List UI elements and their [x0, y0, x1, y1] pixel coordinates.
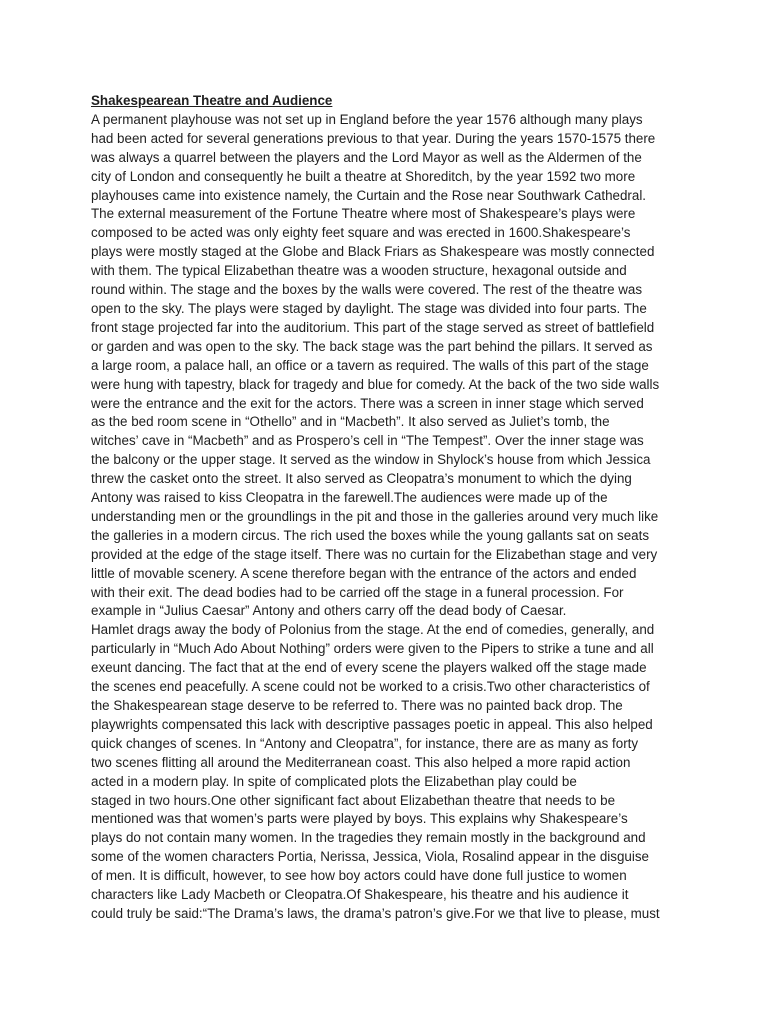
text-line: were the entrance and the exit for the actors. There was a screen in inner stage which served [91, 395, 644, 411]
text-line: exeunt dancing. The fact that at the end of every scene the players walked off the stage made [91, 660, 647, 676]
text-line: threw the casket onto the street. It also served as Cleopatra’s monument to which the dying [91, 471, 632, 487]
text-line: understanding men or the groundlings in the pit and those in the galleries around very much like [91, 508, 659, 524]
text-line: the Shakespearean stage deserve to be referred to. There was no painted back drop. The [91, 698, 623, 713]
document-text [91, 111, 687, 924]
text-line: plays were mostly staged at the Globe and Black Friars as Shakespeare was mostly connected [91, 244, 655, 260]
text-line: witches’ cave in “Macbeth” and as Prospero’s cell in “The Tempest”. Over the inner stage was [91, 433, 644, 449]
text-line: Antony was raised to kiss Cleopatra in the farewell.The audiences were made up of the [91, 490, 608, 506]
text-line: front stage projected far into the auditorium. This part of the stage served as street of battlefield [91, 319, 655, 335]
text-line: round within. The stage and the boxes by the walls were covered. The rest of the theatre was [91, 282, 643, 298]
document-title: Shakespearean Theatre and Audience [91, 93, 333, 108]
text-line: two scenes flitting all around the Mediterranean coast. This also helped a more rapid action [91, 754, 631, 770]
text-line: particularly in “Much Ado About Nothing” orders were given to the Pipers to strike a tune and all [91, 641, 654, 657]
text-line: quick changes of scenes. In “Antony and Cleopatra”, for instance, there are as many as forty [91, 735, 639, 751]
text-line: of men. It is difficult, however, to see how boy actors could have done full justice to women [91, 868, 627, 884]
text-line: playhouses came into existence namely, the Curtain and the Rose near Southwark Cathedral. [91, 187, 647, 203]
text-line: mentioned was that women’s parts were played by boys. This explains why Shakespeare’s [91, 811, 628, 827]
text-line: characters like Lady Macbeth or Cleopatra.Of Shakespeare, his theatre and his audience it [91, 887, 629, 903]
text-line: open to the sky. The plays were staged by daylight. The stage was divided into four parts. The [91, 300, 647, 316]
text-line: playwrights compensated this lack with descriptive passages poetic in appeal. This also helped [91, 716, 653, 732]
text-line: plays do not contain many women. In the tragedies they remain mostly in the background and [91, 830, 646, 846]
text-line: a large room, a palace hall, an office or a tavern as required. The walls of this part of the stage [91, 357, 649, 373]
document-body [91, 92, 687, 924]
text-line: Hamlet drags away the body of Polonius from the stage. At the end of comedies, generally, and [91, 622, 655, 638]
text-line: as the bed room scene in “Othello” and in “Macbeth”. It also served as Juliet’s tomb, the [91, 414, 610, 430]
text-line: the scenes end peacefully. A scene could not be worked to a crisis.Two other characteristics of [91, 679, 650, 695]
text-line: provided at the edge of the stage itself. There was no curtain for the Elizabethan stage and very [91, 546, 658, 562]
text-line: was always a quarrel between the players and the Lord Mayor as well as the Aldermen of the [91, 149, 642, 165]
text-line: example in “Julius Caesar” Antony and others carry off the dead body of Caesar. [91, 603, 567, 619]
text-line: could truly be said:“The Drama’s laws, the drama’s patron’s give.For we that live to please, must [91, 905, 660, 921]
text-line: some of the women characters Portia, Nerissa, Jessica, Viola, Rosalind appear in the disguise [91, 849, 649, 865]
text-line: The external measurement of the Fortune Theatre where most of Shakespeare’s plays were [91, 206, 636, 222]
text-line: the galleries in a modern circus. The rich used the boxes while the young gallants sat on seats [91, 527, 650, 543]
text-line: the balcony or the upper stage. It served as the window in Shylock’s house from which Jessica [91, 452, 651, 468]
text-line: had been acted for several generations previous to that year. During the years 1570-1575 there [91, 130, 656, 146]
text-line: or garden and was open to the sky. The back stage was the part behind the pillars. It served as [91, 338, 653, 354]
text-line: with their exit. The dead bodies had to be carried off the stage in a funeral procession. For [91, 584, 624, 600]
text-line: city of London and consequently he built a theatre at Shoreditch, by the year 1592 two more [91, 168, 636, 184]
text-line: were hung with tapestry, black for tragedy and blue for comedy. At the back of the two side walls [91, 376, 660, 392]
text-line: composed to be acted was only eighty feet square and was erected in 1600.Shakespeare’s [91, 225, 631, 241]
text-line: with them. The typical Elizabethan theatre was a wooden structure, hexagonal outside and [91, 263, 627, 279]
text-line: acted in a modern play. In spite of complicated plots the Elizabethan play could be [91, 773, 577, 789]
text-line: little of movable scenery. A scene therefore began with the entrance of the actors and ended [91, 565, 637, 581]
text-line: staged in two hours.One other significant fact about Elizabethan theatre that needs to be [91, 792, 616, 808]
text-line: A permanent playhouse was not set up in England before the year 1576 although many plays [91, 111, 643, 127]
